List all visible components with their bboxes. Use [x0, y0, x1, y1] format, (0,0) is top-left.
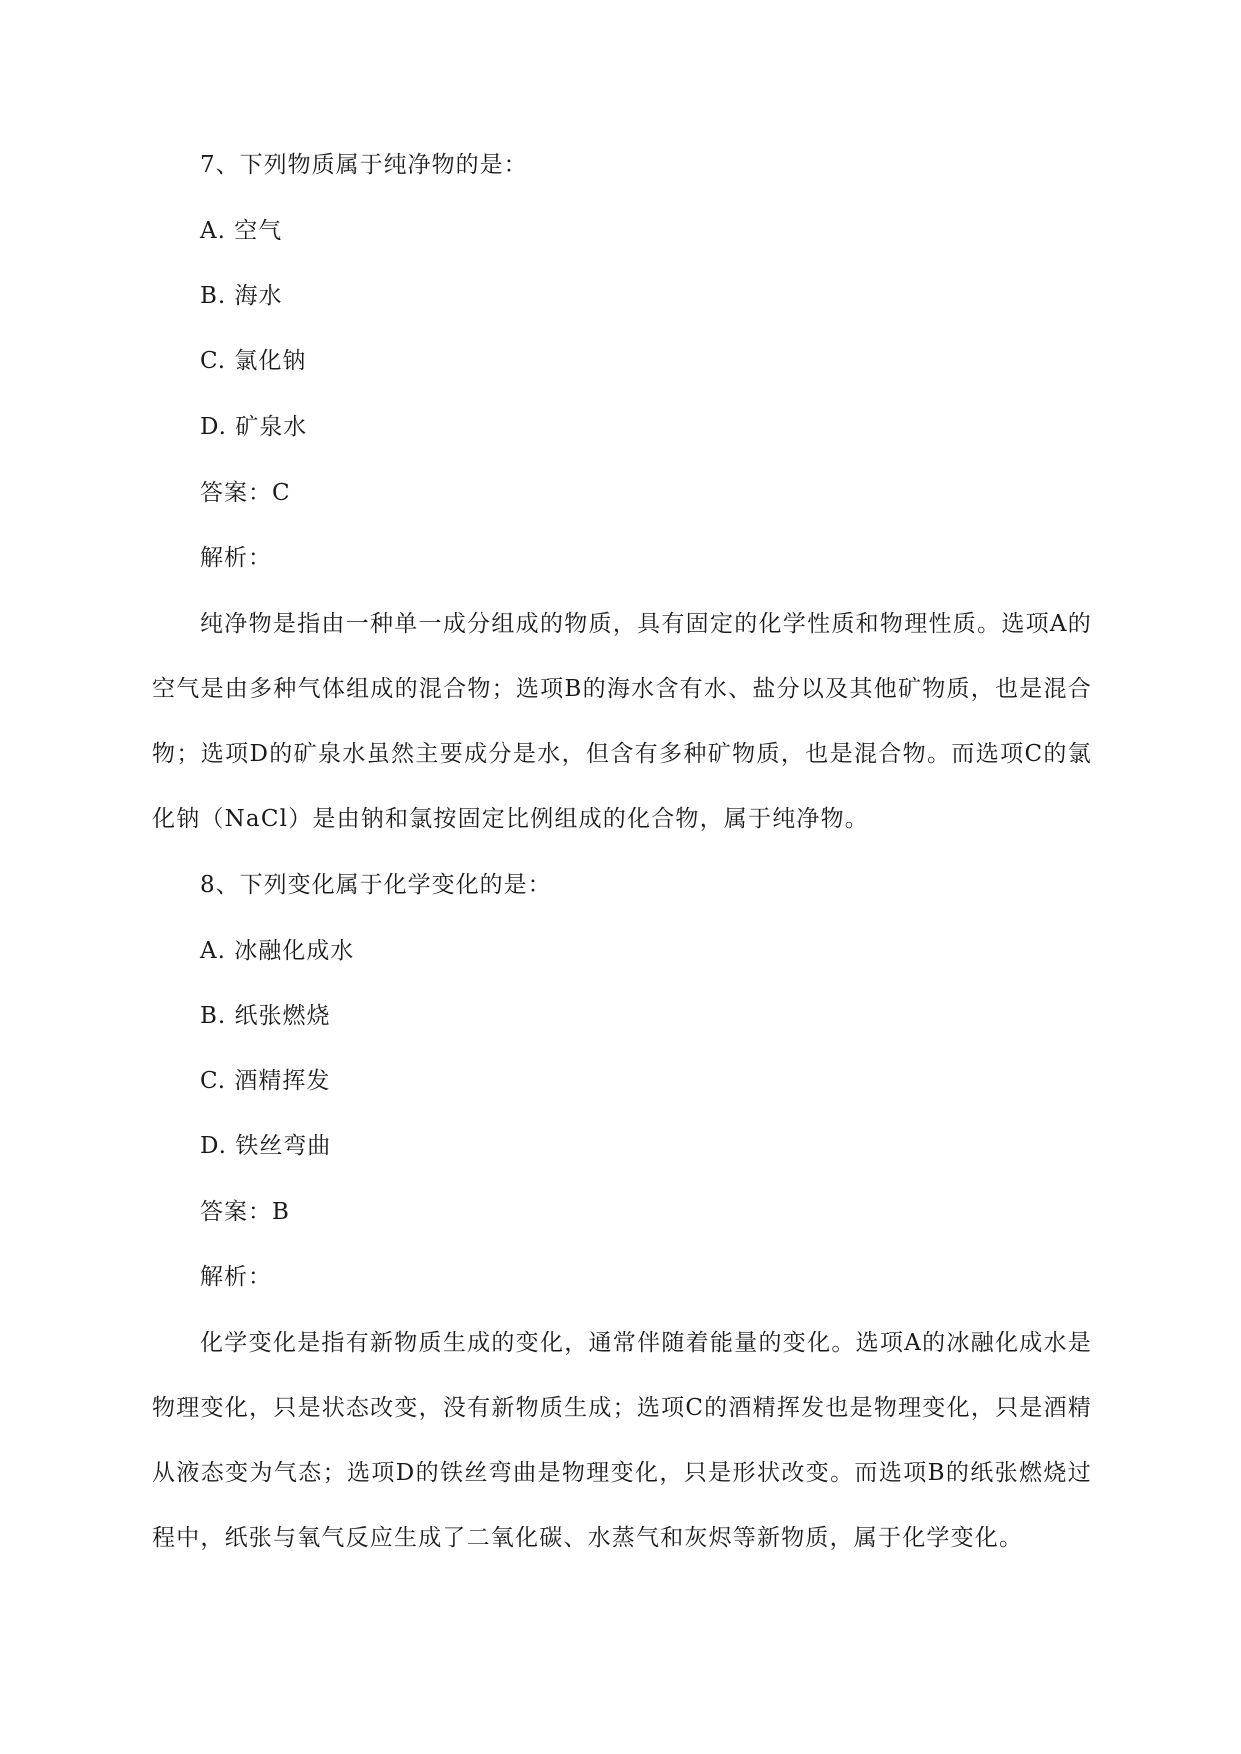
question-7-answer: 答案：C	[200, 480, 291, 506]
question-8-answer: 答案：B	[200, 1199, 290, 1225]
question-8-analysis-text: 化学变化是指有新物质生成的变化，通常伴随着能量的变化。选项A的冰融化成水是物理变化，只是状态改变，没有新物质生成；选项C的酒精挥发也是物理变化，只是酒精从液态变为气态；选项D的铁丝弯曲是物理变化，只是形状改变。而选项B的纸张燃烧过程中，纸张与氧气反应生成了二氧化碳、水蒸气和灰烬等新物质，属于化学变化。	[152, 1330, 1092, 1551]
question-7-stem: 7、下列物质属于纯净物的是：	[200, 152, 528, 178]
question-8-option-a: A. 冰融化成水	[200, 938, 355, 964]
question-7-option-d: D. 矿泉水	[200, 414, 308, 440]
question-7-option-b: B. 海水	[200, 283, 283, 309]
question-8-option-c: C. 酒精挥发	[200, 1068, 331, 1094]
question-8-analysis-label: 解析：	[200, 1264, 272, 1290]
question-7-option-c: C. 氯化钠	[200, 348, 307, 374]
question-7-analysis-label: 解析：	[200, 545, 272, 571]
question-8-stem: 8、下列变化属于化学变化的是：	[200, 872, 552, 898]
question-8-option-b: B. 纸张燃烧	[200, 1003, 331, 1029]
question-8-option-d: D. 铁丝弯曲	[200, 1133, 332, 1159]
question-7-analysis-text: 纯净物是指由一种单一成分组成的物质，具有固定的化学性质和物理性质。选项A的空气是由多种气体组成的混合物；选项B的海水含有水、盐分以及其他矿物质，也是混合物；选项D的矿泉水虽然主要成分是水，但含有多种矿物质，也是混合物。而选项C的氯化钠（NaCl）是由钠和氯按固定比例组成的化合物，属于纯净物。	[152, 611, 1092, 832]
question-7-option-a: A. 空气	[200, 218, 283, 244]
